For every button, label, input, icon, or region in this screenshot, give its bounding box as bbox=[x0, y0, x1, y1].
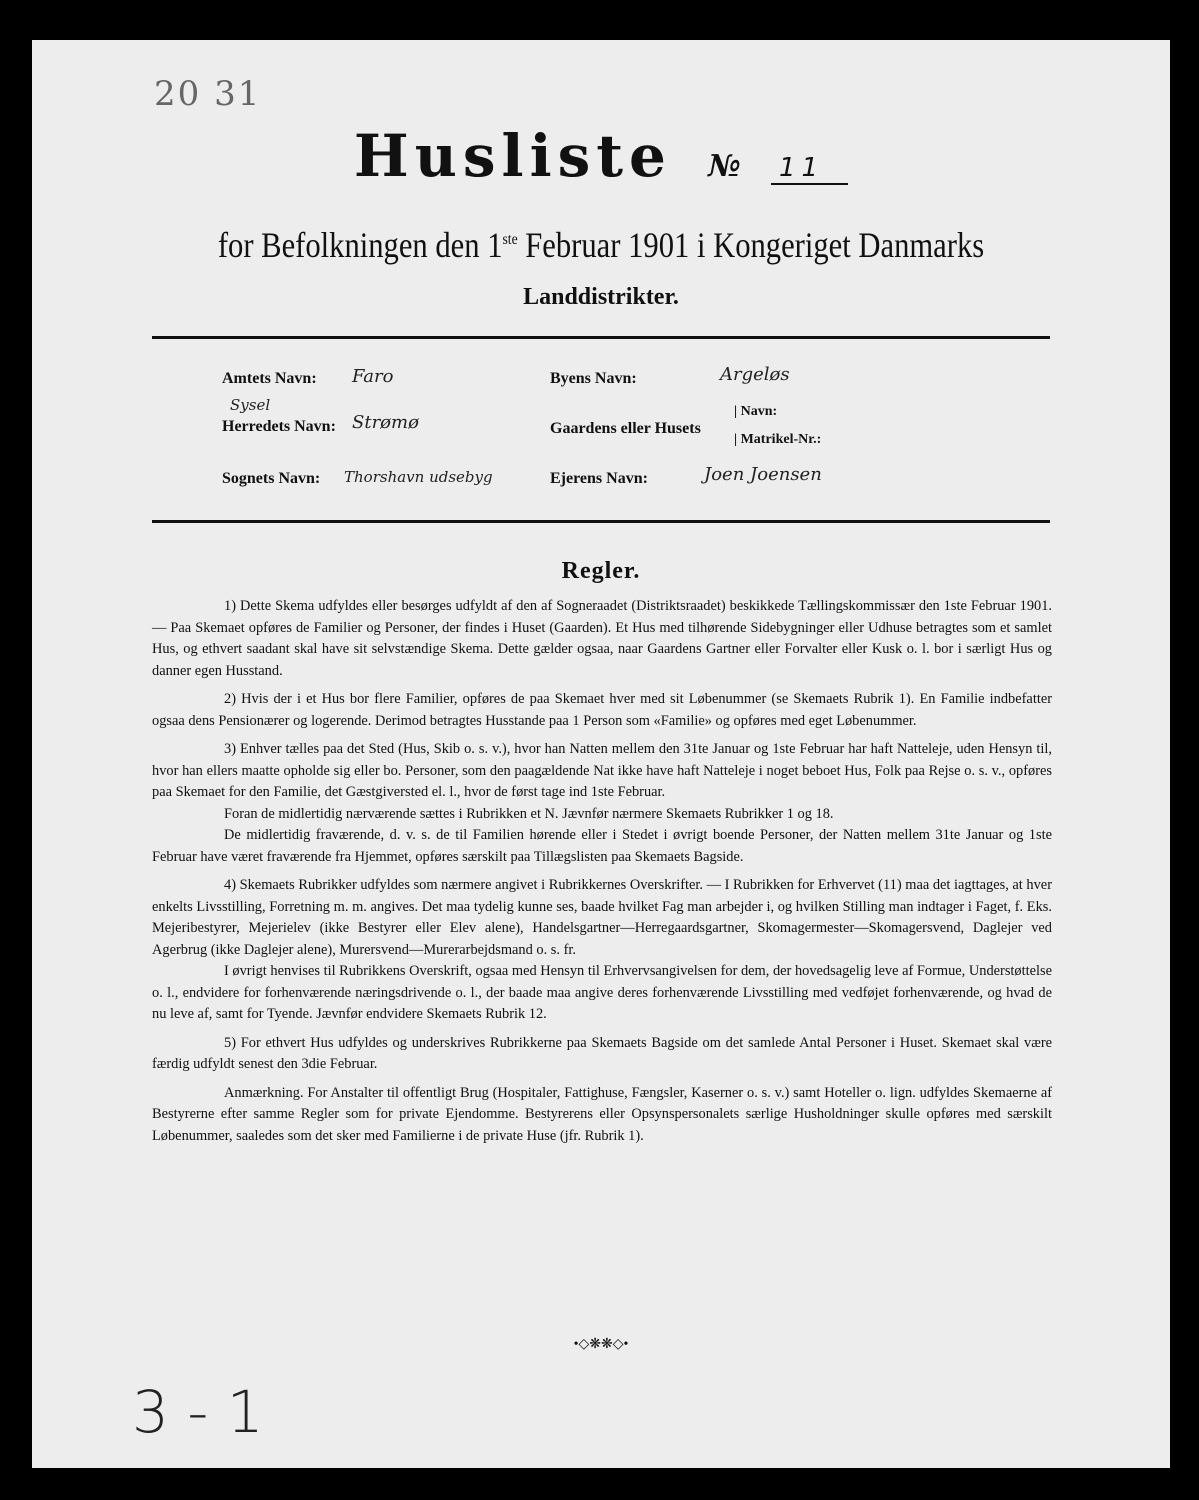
matrikel-label-text: Matrikel-Nr.: bbox=[740, 432, 822, 447]
rule-2: 2) Hvis der i et Hus bor flere Familier, opføres de paa Skemaet hver med sit Løbenummer (se Skemaets Rubrik 1). En Familie indbefatter ogsaa dens Pensionærer og logerende. Derimod betragtes Husstande paa 1 Person som «Familie» og opføres med eget Løbenummer. bbox=[152, 691, 1052, 729]
middle-rule bbox=[152, 520, 1050, 523]
sogn-label: Sognets Navn: bbox=[222, 470, 321, 487]
top-rule bbox=[152, 336, 1050, 339]
gaard-label: Gaardens eller Husets bbox=[550, 420, 701, 437]
corner-number: 20 31 bbox=[154, 74, 262, 114]
rule-3: 3) Enhver tælles paa det Sted (Hus, Skib o. s. v.), hvor han Natten mellem den 31te Januar og 1ste Februar har haft Natteleje, uden Hensyn til, hvor han ellers maatte opholde sig eller bo. Personer, som den paagældende Nat ikke have haft Natteleje i noget beboet Hus, Folk paa Rejse o. s. v., opføres paa Skemaet for den Familie, det Gæstgiversted el. l., hvor de først tage ind 1ste Februar. bbox=[152, 741, 1052, 800]
amt-value: Faro bbox=[352, 366, 394, 387]
title-text: Husliste bbox=[353, 122, 672, 190]
rule-3-note-absent: De midlertidig fraværende, d. v. s. de til Familien hørende eller i Stedet i øvrigt boende Personer, der Natten mellem 31te Januar og 1ste Februar have været fraværende fra Hjemmet, opføres særskilt paa Tillægslisten paa Skemaets Bagside. bbox=[152, 827, 1052, 865]
amt-label: Amtets Navn: bbox=[222, 370, 317, 387]
handwritten-footer-note: 3 - 1 bbox=[132, 1378, 264, 1446]
house-number: 11 bbox=[771, 153, 848, 185]
ejer-value: Joen Joensen bbox=[704, 464, 822, 485]
herred-over-text: Sysel bbox=[230, 396, 271, 414]
rule-1: 1) Dette Skema udfyldes eller besørges udfyldt af den af Sogneraadet (Distriktsraadet) beskikkede Tællingskommissær den 1ste Februar 1901. — Paa Skemaet opføres de Familier og Personer, der findes i Huset (Gaarden). Et Hus med tilhørende Sidebygninger eller Udhuse betragtes som et samlet Hus, og ethvert saadant skal have sit selvstændige Skema. Dette gælder ogsaa, naar Gaardens Gartner eller Forvalter eller Kusk o. l. bor i særligt Hus og danner egen Husstand. bbox=[152, 598, 1052, 679]
rule-3-note-present: Foran de midlertidig nærværende sættes i Rubrikken et N. Jævnfør nærmere Skemaets Rubrikker 1 og 18. bbox=[224, 805, 834, 822]
form-title bbox=[32, 122, 1170, 190]
form-subtitle-district: Landdistrikter. bbox=[523, 284, 679, 310]
form-subtitle bbox=[117, 224, 1084, 266]
navn-label: | Navn: bbox=[734, 404, 778, 419]
subtitle-sup: ste bbox=[502, 231, 518, 248]
number-sign: № bbox=[708, 149, 741, 184]
matrikel-label: | Matrikel-Nr.: bbox=[734, 432, 822, 447]
rule-4: 4) Skemaets Rubrikker udfyldes som nærmere angivet i Rubrikkernes Overskrifter. — I Rubrikken for Erhvervet (11) maa det iagttages, at hver enkelts Livsstilling, Forretning m. m. angives. Det maa tydelig kunne ses, baade hvilket Fag man arbejder i, og hvilken Stilling man indtager i Faget, f. Eks. Mejeribestyrer, Mejerielev (ikke Bestyrer eller Elev alene), Handelsgartner—Herregaardsgartner, Skomagermester—Skomagersvend, Daglejer ved Agerbrug (ikke Daglejer alene), Murersvend—Murerarbejdsmand o. s. fr. bbox=[152, 877, 1052, 958]
by-value: Argeløs bbox=[720, 364, 790, 385]
sogn-value: Thorshavn udsebyg bbox=[344, 468, 493, 486]
rule-remark: Anmærkning. For Anstalter til offentligt Brug (Hospitaler, Fattighuse, Fængsler, Kaserner o. s. v.) samt Hoteller o. lign. udfyldes Skemaerne af Bestyrerne efter samme Regler som for private Ejendomme. Bestyrerens eller Opsynspersonalets særlige Husholdninger skulle opføres med særskilt Løbenummer, saaledes som det sker med Familierne i de private Huse (jfr. Rubrik 1). bbox=[152, 1084, 1052, 1144]
rule-4-note: I øvrigt henvises til Rubrikkens Overskrift, ogsaa med Hensyn til Erhvervsangivelsen for dem, der hovedsagelig leve af Formue, Understøttelse o. l., endvidere for forhenværende næringsdrivende o. l., der baade maa angive deres forhenværende Livsstilling med vedføjet forhenværende, og hvad de nu leve af, samt for Tyende. Jævnfør endvidere Skemaets Rubrik 12. bbox=[152, 963, 1052, 1022]
ornament-divider: •◇❋❋◇• bbox=[573, 1337, 629, 1352]
herred-label: Herredets Navn: bbox=[222, 418, 336, 435]
rules-heading: Regler. bbox=[561, 558, 641, 584]
rule-5: 5) For ethvert Hus udfyldes og underskrives Rubrikkerne paa Skemaets Bagside om det samlede Antal Personer i Huset. Skemaet skal være færdig udfyldt senest den 3die Februar. bbox=[152, 1034, 1052, 1072]
navn-label-text: Navn: bbox=[740, 404, 778, 419]
census-form-page bbox=[32, 40, 1170, 1468]
by-label: Byens Navn: bbox=[550, 370, 637, 387]
ejer-label: Ejerens Navn: bbox=[550, 470, 648, 487]
rules-body bbox=[152, 596, 1052, 1154]
subtitle-post: Februar 1901 i Kongeriget Danmarks bbox=[517, 225, 985, 265]
herred-value: Strømø bbox=[352, 412, 419, 433]
subtitle-pre: for Befolkningen den 1 bbox=[217, 225, 503, 265]
